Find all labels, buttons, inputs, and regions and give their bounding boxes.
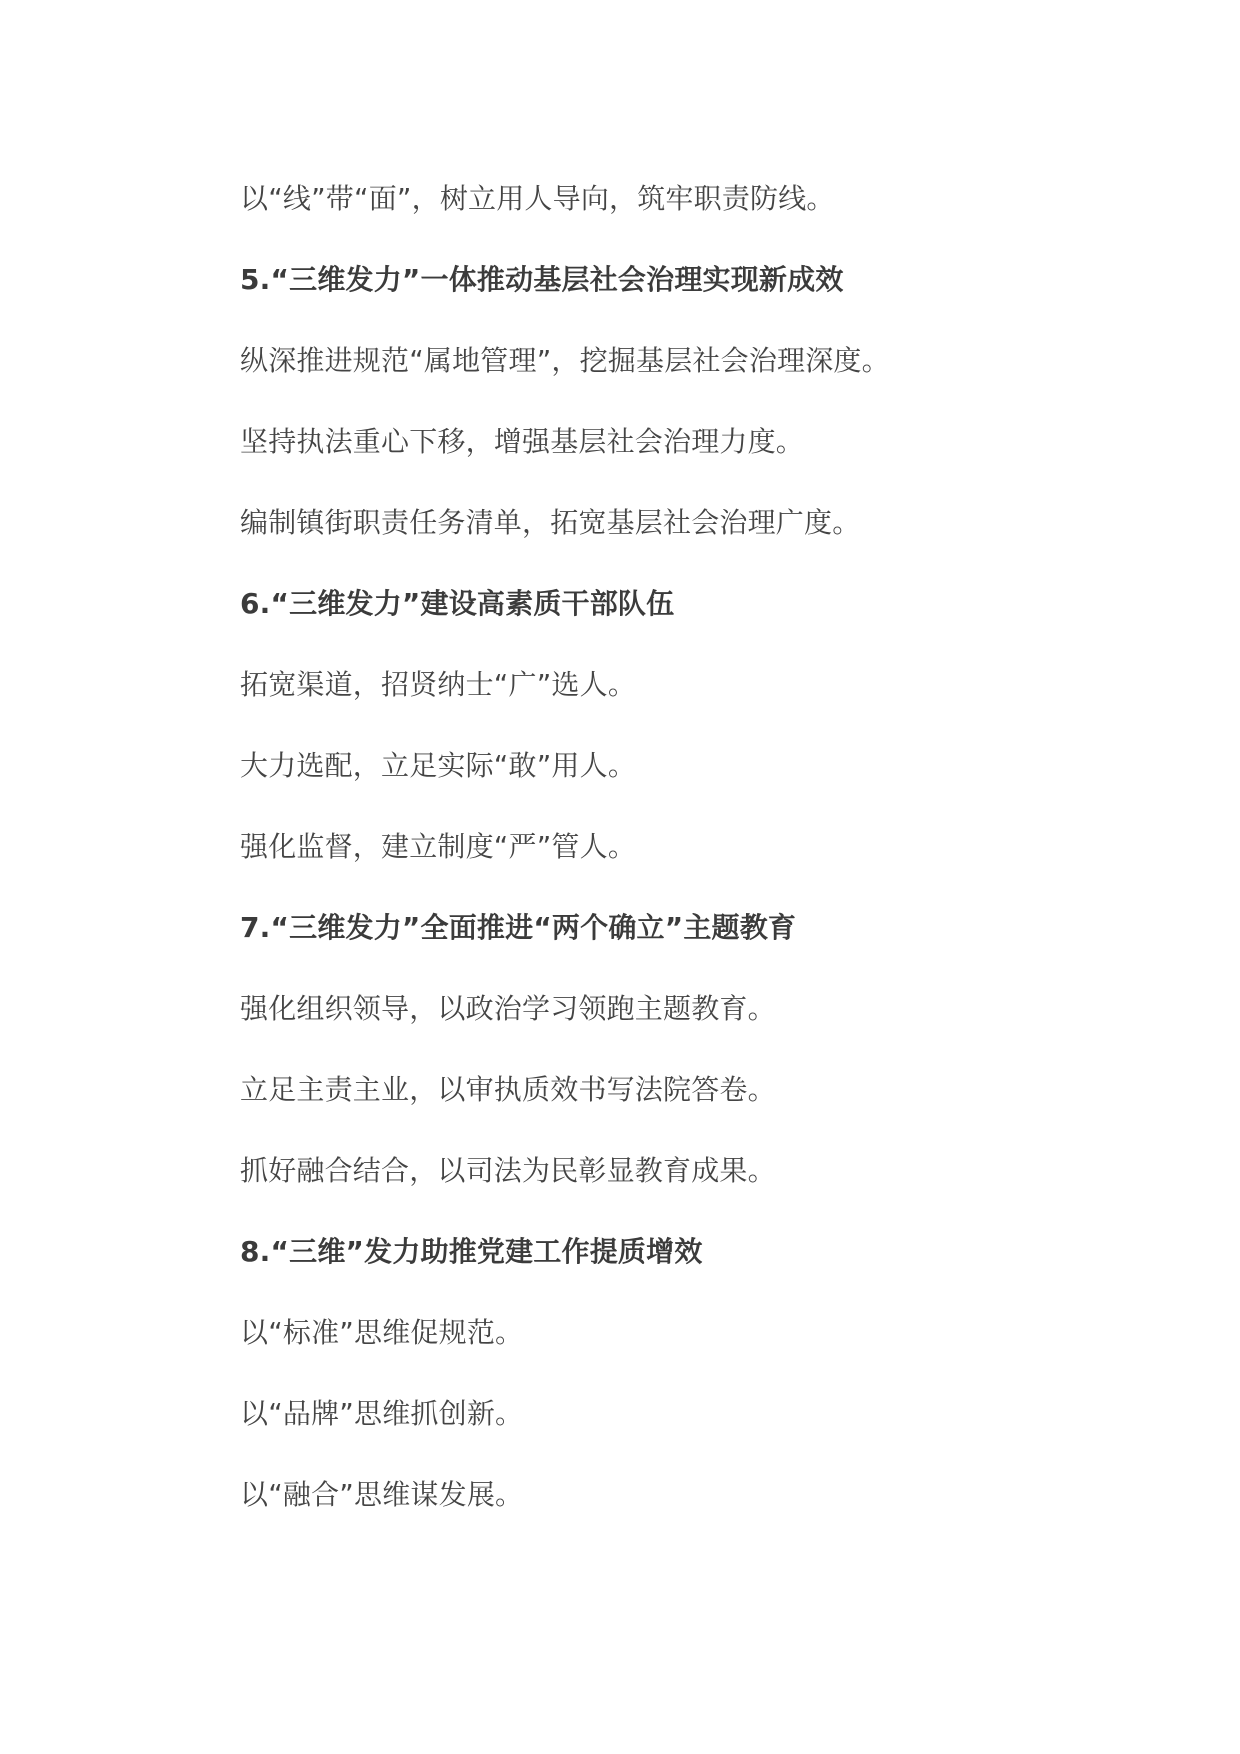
paragraph-line: 抓好融合结合，以司法为民彰显教育成果。 <box>240 1154 776 1187</box>
section-heading-6: 6.“三维发力”建设高素质干部队伍 <box>240 587 675 620</box>
section-heading-7: 7.“三维发力”全面推进“两个确立”主题教育 <box>240 911 797 944</box>
paragraph-line: 以“标准”思维促规范。 <box>240 1316 524 1349</box>
paragraph-line: 以“品牌”思维抓创新。 <box>240 1397 524 1430</box>
section-heading-8: 8.“三维”发力助推党建工作提质增效 <box>240 1235 703 1268</box>
paragraph-line: 强化组织领导，以政治学习领跑主题教育。 <box>240 992 776 1025</box>
paragraph-line: 纵深推进规范“属地管理”，挖掘基层社会治理深度。 <box>240 344 890 377</box>
paragraph-line: 坚持执法重心下移，增强基层社会治理力度。 <box>240 425 805 458</box>
paragraph-line: 编制镇街职责任务清单，拓宽基层社会治理广度。 <box>240 506 861 539</box>
document-body <box>240 174 1120 1551</box>
paragraph-line: 大力选配，立足实际“敢”用人。 <box>240 749 637 782</box>
paragraph-line: 强化监督，建立制度“严”管人。 <box>240 830 637 863</box>
paragraph-line: 立足主责主业，以审执质效书写法院答卷。 <box>240 1073 776 1106</box>
section-heading-5: 5.“三维发力”一体推动基层社会治理实现新成效 <box>240 263 844 296</box>
paragraph-line: 拓宽渠道，招贤纳士“广”选人。 <box>240 668 637 701</box>
paragraph-line: 以“融合”思维谋发展。 <box>240 1478 524 1511</box>
paragraph-line: 以“线”带“面”，树立用人导向，筑牢职责防线。 <box>240 182 835 215</box>
